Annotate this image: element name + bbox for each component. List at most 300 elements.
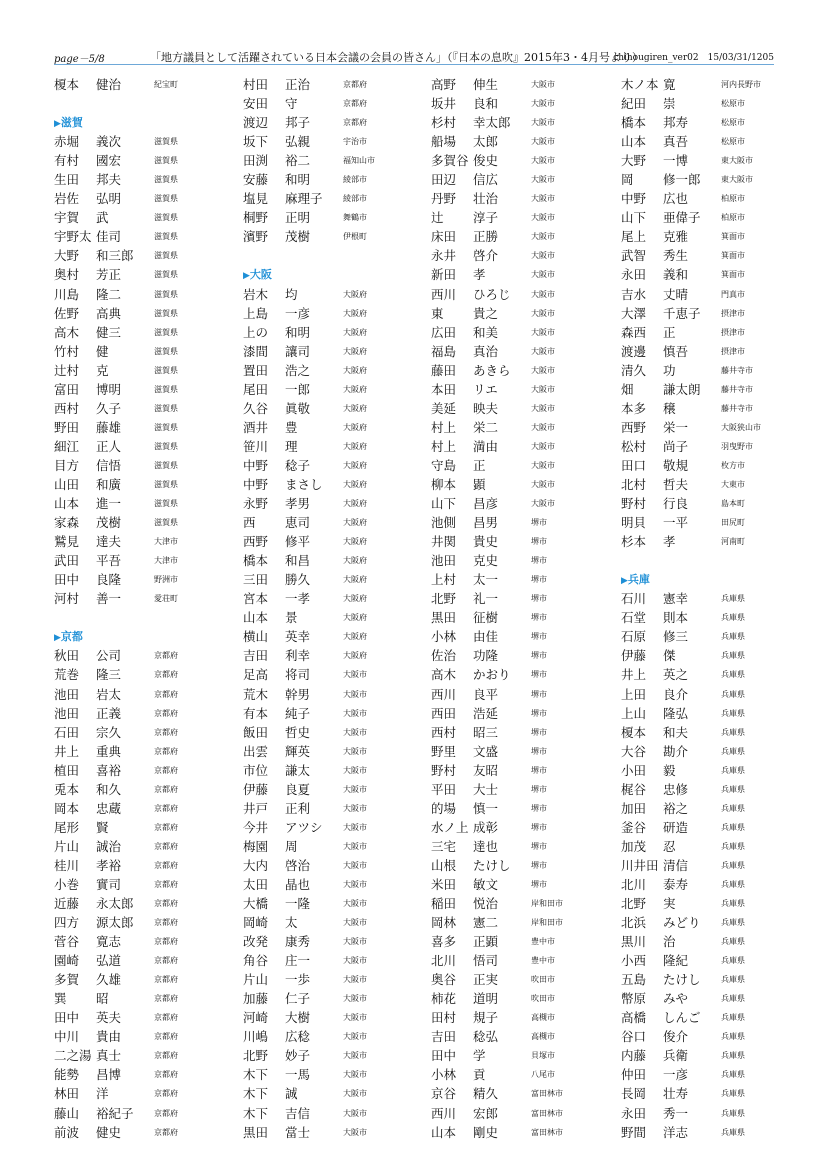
jurisdiction: 大阪府 — [343, 422, 367, 432]
given-name: 裕紀子 — [96, 1105, 134, 1121]
surname: 黒川 — [621, 934, 647, 950]
surname: 桐野 — [243, 210, 269, 226]
member-row — [431, 494, 623, 513]
prefecture-heading — [54, 627, 246, 646]
surname: 平田 — [431, 781, 457, 797]
jurisdiction: 東大阪市 — [721, 156, 753, 166]
given-name: 源太郎 — [96, 915, 134, 931]
member-row — [621, 589, 813, 608]
given-name: 壮治 — [473, 191, 499, 207]
member-row — [431, 608, 623, 627]
given-name: 和廣 — [96, 476, 122, 492]
given-name: 義次 — [96, 134, 122, 150]
member-row — [621, 132, 813, 151]
member-row — [431, 75, 623, 94]
member-row — [621, 208, 813, 227]
jurisdiction: 兵庫県 — [721, 918, 745, 928]
member-row — [243, 1084, 435, 1103]
member-row — [621, 1084, 813, 1103]
jurisdiction: 大阪市 — [531, 327, 555, 337]
surname: 目方 — [54, 457, 80, 473]
given-name: 仁子 — [285, 991, 311, 1007]
jurisdiction: 京都府 — [154, 899, 178, 909]
given-name: 太郎 — [473, 134, 499, 150]
surname: 家森 — [54, 515, 80, 531]
page-header — [54, 46, 774, 64]
member-row — [54, 685, 246, 704]
surname: 田辺 — [431, 172, 457, 188]
surname: 高木 — [54, 324, 80, 340]
surname: 巽 — [54, 991, 67, 1007]
member-row — [431, 151, 623, 170]
given-name: 一歩 — [285, 972, 311, 988]
jurisdiction: 羽曳野市 — [721, 441, 753, 451]
spacer-row — [54, 608, 246, 627]
surname: 今井 — [243, 819, 269, 835]
given-name: 広也 — [663, 191, 689, 207]
given-name: 栄二 — [473, 419, 499, 435]
jurisdiction: 吹田市 — [531, 994, 555, 1004]
jurisdiction: 大阪府 — [343, 479, 367, 489]
jurisdiction: 大阪府 — [343, 632, 367, 642]
member-row — [621, 342, 813, 361]
surname: 吉田 — [431, 1029, 457, 1045]
member-row — [431, 323, 623, 342]
given-name: 憲幸 — [663, 591, 689, 607]
jurisdiction: 大阪府 — [343, 499, 367, 509]
jurisdiction: 大阪府 — [343, 537, 367, 547]
member-row — [621, 1123, 813, 1142]
surname: 佐野 — [54, 305, 80, 321]
member-row — [243, 151, 435, 170]
member-row — [54, 856, 246, 875]
jurisdiction: 高槻市 — [531, 1032, 555, 1042]
jurisdiction: 藤井寺市 — [721, 403, 753, 413]
member-row — [54, 1046, 246, 1065]
jurisdiction: 京都府 — [154, 670, 178, 680]
given-name: 和夫 — [663, 724, 689, 740]
jurisdiction: 滋賀県 — [154, 479, 178, 489]
jurisdiction: 京都府 — [154, 803, 178, 813]
surname: 大野 — [54, 248, 80, 264]
surname: 岡本 — [54, 800, 80, 816]
member-row — [243, 75, 435, 94]
surname: 幣原 — [621, 991, 647, 1007]
surname: 有村 — [54, 153, 80, 169]
jurisdiction: 兵庫県 — [721, 1032, 745, 1042]
member-row — [621, 399, 813, 418]
surname: 岡崎 — [243, 915, 269, 931]
surname: 加藤 — [243, 991, 269, 1007]
jurisdiction: 吹田市 — [531, 975, 555, 985]
given-name: 忍 — [663, 838, 676, 854]
jurisdiction: 京都府 — [154, 937, 178, 947]
surname: 加茂 — [621, 838, 647, 854]
member-row — [431, 285, 623, 304]
spacer-row — [54, 94, 246, 113]
given-name: 規子 — [473, 1010, 499, 1026]
member-row — [54, 837, 246, 856]
jurisdiction: 滋賀県 — [154, 175, 178, 185]
surname: 園崎 — [54, 953, 80, 969]
given-name: みや — [663, 991, 689, 1007]
member-row — [54, 361, 246, 380]
given-name: 邦夫 — [96, 172, 122, 188]
member-row — [54, 951, 246, 970]
jurisdiction: 高槻市 — [531, 1013, 555, 1023]
surname: 新田 — [431, 267, 457, 283]
given-name: 善一 — [96, 591, 122, 607]
surname: 山本 — [243, 610, 269, 626]
surname: 橋本 — [243, 553, 269, 569]
surname: 大野 — [621, 153, 647, 169]
surname: 杉村 — [431, 115, 457, 131]
member-row — [621, 627, 813, 646]
surname: 鷲見 — [54, 534, 80, 550]
member-row — [431, 1084, 623, 1103]
member-row — [621, 265, 813, 284]
jurisdiction: 大阪市 — [531, 137, 555, 147]
surname: 井戸 — [243, 800, 269, 816]
surname: 西 — [243, 515, 256, 531]
given-name: 佳司 — [96, 229, 122, 245]
member-row — [431, 170, 623, 189]
member-row — [243, 475, 435, 494]
member-row — [621, 742, 813, 761]
jurisdiction: 大阪府 — [343, 441, 367, 451]
given-name: 高典 — [96, 305, 122, 321]
given-name: 吉信 — [285, 1105, 311, 1121]
surname: 中野 — [243, 457, 269, 473]
member-row — [431, 437, 623, 456]
given-name: たけし — [663, 972, 701, 988]
jurisdiction: 兵庫県 — [721, 651, 745, 661]
jurisdiction: 大阪府 — [343, 346, 367, 356]
surname: 西村 — [431, 724, 457, 740]
member-row — [54, 189, 246, 208]
triangle-marker-icon: ▶ — [54, 119, 61, 130]
surname: 足高 — [243, 667, 269, 683]
surname: 片山 — [243, 972, 269, 988]
member-row — [54, 456, 246, 475]
given-name: 栄一 — [663, 419, 689, 435]
given-name: 孝 — [473, 267, 486, 283]
jurisdiction: 京都府 — [154, 956, 178, 966]
given-name: 良夏 — [285, 781, 311, 797]
given-name: 真治 — [473, 343, 499, 359]
given-name: 一郎 — [285, 381, 311, 397]
surname: 上島 — [243, 305, 269, 321]
given-name: 克 — [96, 362, 109, 378]
jurisdiction: 滋賀県 — [154, 213, 178, 223]
jurisdiction: 滋賀県 — [154, 460, 178, 470]
member-row — [54, 285, 246, 304]
jurisdiction: 大阪府 — [343, 575, 367, 585]
jurisdiction: 田尻町 — [721, 518, 745, 528]
given-name: 研造 — [663, 819, 689, 835]
jurisdiction: 大阪市 — [343, 975, 367, 985]
given-name: 寛 — [663, 77, 676, 92]
surname: 安藤 — [243, 172, 269, 188]
given-name: 永太郎 — [96, 896, 134, 912]
surname: 多賀 — [54, 972, 80, 988]
surname: 上山 — [621, 705, 647, 721]
surname: 高木 — [431, 667, 457, 683]
surname: 京谷 — [431, 1086, 457, 1102]
jurisdiction: 門真市 — [721, 289, 745, 299]
surname: 片山 — [54, 838, 80, 854]
surname: 井関 — [431, 534, 457, 550]
surname: 加田 — [621, 800, 647, 816]
given-name: 當士 — [285, 1124, 311, 1140]
member-row — [243, 837, 435, 856]
member-row — [243, 1123, 435, 1142]
member-row — [621, 494, 813, 513]
given-name: 和美 — [473, 324, 499, 340]
jurisdiction: 兵庫県 — [721, 670, 745, 680]
surname: 的場 — [431, 800, 457, 816]
member-row — [431, 342, 623, 361]
surname: 石田 — [54, 724, 80, 740]
member-row — [431, 1123, 623, 1142]
given-name: 岩太 — [96, 686, 122, 702]
jurisdiction: 堺市 — [531, 575, 547, 585]
jurisdiction: 兵庫県 — [721, 746, 745, 756]
jurisdiction: 滋賀県 — [154, 422, 178, 432]
surname: 石堂 — [621, 610, 647, 626]
member-row — [621, 75, 813, 94]
surname: 美延 — [431, 400, 457, 416]
member-row — [431, 1065, 623, 1084]
member-row — [54, 475, 246, 494]
given-name: 幹男 — [285, 686, 311, 702]
jurisdiction: 大阪市 — [531, 99, 555, 109]
jurisdiction: 京都府 — [154, 727, 178, 737]
given-name: 秀生 — [663, 248, 689, 264]
surname: 三宅 — [431, 838, 457, 854]
member-row — [621, 1008, 813, 1027]
member-row — [243, 1104, 435, 1123]
member-row — [621, 113, 813, 132]
surname: 伊藤 — [243, 781, 269, 797]
surname: 井上 — [621, 667, 647, 683]
surname: 五島 — [621, 972, 647, 988]
jurisdiction: 大阪府 — [343, 403, 367, 413]
surname: 石川 — [621, 591, 647, 607]
given-name: 公司 — [96, 648, 122, 664]
member-row — [431, 551, 623, 570]
given-name: 達也 — [473, 838, 499, 854]
given-name: 泰寿 — [663, 876, 689, 892]
member-row — [431, 113, 623, 132]
jurisdiction: 伊根町 — [343, 232, 367, 242]
member-row — [54, 132, 246, 151]
member-row — [243, 570, 435, 589]
given-name: 理 — [285, 438, 298, 454]
member-row — [431, 1008, 623, 1027]
jurisdiction: 堺市 — [531, 537, 547, 547]
member-row — [431, 265, 623, 284]
member-row — [243, 685, 435, 704]
surname: 佐治 — [431, 648, 457, 664]
surname: 永田 — [621, 1105, 647, 1121]
given-name: 修三 — [663, 629, 689, 645]
member-row — [431, 989, 623, 1008]
given-name: 真士 — [96, 1048, 122, 1064]
member-row — [54, 704, 246, 723]
given-name: 大樹 — [285, 1010, 311, 1026]
member-row — [621, 818, 813, 837]
given-name: 茂樹 — [96, 515, 122, 531]
jurisdiction: 大阪市 — [343, 1032, 367, 1042]
given-name: 将司 — [285, 667, 311, 683]
member-row — [431, 380, 623, 399]
given-name: 学 — [473, 1048, 486, 1064]
member-row — [54, 532, 246, 551]
jurisdiction: 堺市 — [531, 670, 547, 680]
member-row — [621, 418, 813, 437]
surname: 田口 — [621, 457, 647, 473]
given-name: 勘介 — [663, 743, 689, 759]
member-row — [431, 418, 623, 437]
jurisdiction: 大阪府 — [343, 327, 367, 337]
jurisdiction: 兵庫県 — [721, 994, 745, 1004]
jurisdiction: 大阪府 — [343, 384, 367, 394]
given-name: 慎一 — [473, 800, 499, 816]
surname: 細江 — [54, 438, 80, 454]
given-name: 俊介 — [663, 1029, 689, 1045]
surname: 荒木 — [243, 686, 269, 702]
given-name: 稔弘 — [473, 1029, 499, 1045]
given-name: 邦寿 — [663, 115, 689, 131]
member-row — [431, 685, 623, 704]
member-row — [54, 323, 246, 342]
surname: 坂井 — [431, 96, 457, 112]
given-name: 正 — [473, 457, 486, 473]
given-name: 輝英 — [285, 743, 311, 759]
surname: 小巻 — [54, 876, 80, 892]
jurisdiction: 大阪市 — [343, 727, 367, 737]
surname: 榎本 — [621, 724, 647, 740]
jurisdiction: 兵庫県 — [721, 803, 745, 813]
member-row — [54, 780, 246, 799]
surname: 船場 — [431, 134, 457, 150]
prefecture-heading — [621, 570, 813, 589]
surname: 上村 — [431, 572, 457, 588]
given-name: 忠蔵 — [96, 800, 122, 816]
given-name: 景 — [285, 610, 298, 626]
member-row — [243, 227, 435, 246]
surname: 小林 — [431, 1067, 457, 1083]
given-name: 豊 — [285, 419, 298, 435]
prefecture-heading — [243, 265, 435, 284]
jurisdiction: 京都府 — [343, 99, 367, 109]
surname: 田中 — [54, 572, 80, 588]
given-name: 義和 — [663, 267, 689, 283]
jurisdiction: 大阪市 — [343, 1127, 367, 1137]
jurisdiction: 大阪府 — [343, 365, 367, 375]
surname: 四方 — [54, 915, 80, 931]
surname: 永野 — [243, 496, 269, 512]
member-row — [243, 208, 435, 227]
jurisdiction: 岸和田市 — [531, 899, 563, 909]
surname: 西川 — [431, 686, 457, 702]
member-row — [243, 875, 435, 894]
given-name: 清信 — [663, 857, 689, 873]
surname: 野村 — [431, 762, 457, 778]
member-row — [243, 970, 435, 989]
member-row — [431, 970, 623, 989]
jurisdiction: 八尾市 — [531, 1070, 555, 1080]
given-name: 芳正 — [96, 267, 122, 283]
member-column-2 — [243, 75, 435, 1142]
surname: 北野 — [431, 591, 457, 607]
given-name: 謙太 — [285, 762, 311, 778]
given-name: 孝男 — [285, 496, 311, 512]
member-row — [431, 570, 623, 589]
surname: 太田 — [243, 876, 269, 892]
jurisdiction: 大阪府 — [343, 289, 367, 299]
given-name: 和明 — [285, 172, 311, 188]
given-name: 敬規 — [663, 457, 689, 473]
jurisdiction: 滋賀県 — [154, 403, 178, 413]
member-row — [54, 989, 246, 1008]
surname: 山下 — [431, 496, 457, 512]
member-row — [621, 856, 813, 875]
jurisdiction: 野洲市 — [154, 575, 178, 585]
jurisdiction: 京都府 — [154, 1032, 178, 1042]
member-row — [621, 1027, 813, 1046]
member-row — [54, 742, 246, 761]
jurisdiction: 大阪市 — [531, 479, 555, 489]
jurisdiction: 岸和田市 — [531, 918, 563, 928]
surname: 飯田 — [243, 724, 269, 740]
surname: 谷口 — [621, 1029, 647, 1045]
surname: 中野 — [621, 191, 647, 207]
member-row — [621, 913, 813, 932]
member-row — [243, 723, 435, 742]
given-name: 一孝 — [285, 591, 311, 607]
jurisdiction: 大阪市 — [531, 346, 555, 356]
given-name: 隆紀 — [663, 953, 689, 969]
member-row — [621, 799, 813, 818]
jurisdiction: 兵庫県 — [721, 937, 745, 947]
given-name: 茂樹 — [285, 229, 311, 245]
given-name: あきら — [473, 362, 511, 378]
surname: 池田 — [54, 705, 80, 721]
jurisdiction: 京都府 — [154, 841, 178, 851]
given-name: 友昭 — [473, 762, 499, 778]
member-row — [431, 513, 623, 532]
surname: 前波 — [54, 1124, 80, 1140]
surname: 置田 — [243, 362, 269, 378]
given-name: 治 — [663, 934, 676, 950]
member-row — [243, 551, 435, 570]
given-name: 和明 — [285, 324, 311, 340]
member-row — [431, 1046, 623, 1065]
surname: 藤田 — [431, 362, 457, 378]
surname: 辻 — [431, 210, 444, 226]
surname: 西田 — [431, 705, 457, 721]
member-row — [431, 304, 623, 323]
jurisdiction: 京都府 — [154, 651, 178, 661]
given-name: 精久 — [473, 1086, 499, 1102]
surname: 山田 — [54, 476, 80, 492]
jurisdiction: 大阪市 — [343, 956, 367, 966]
surname: 木下 — [243, 1105, 269, 1121]
given-name: 穣 — [663, 400, 676, 416]
given-name: 礼一 — [473, 591, 499, 607]
